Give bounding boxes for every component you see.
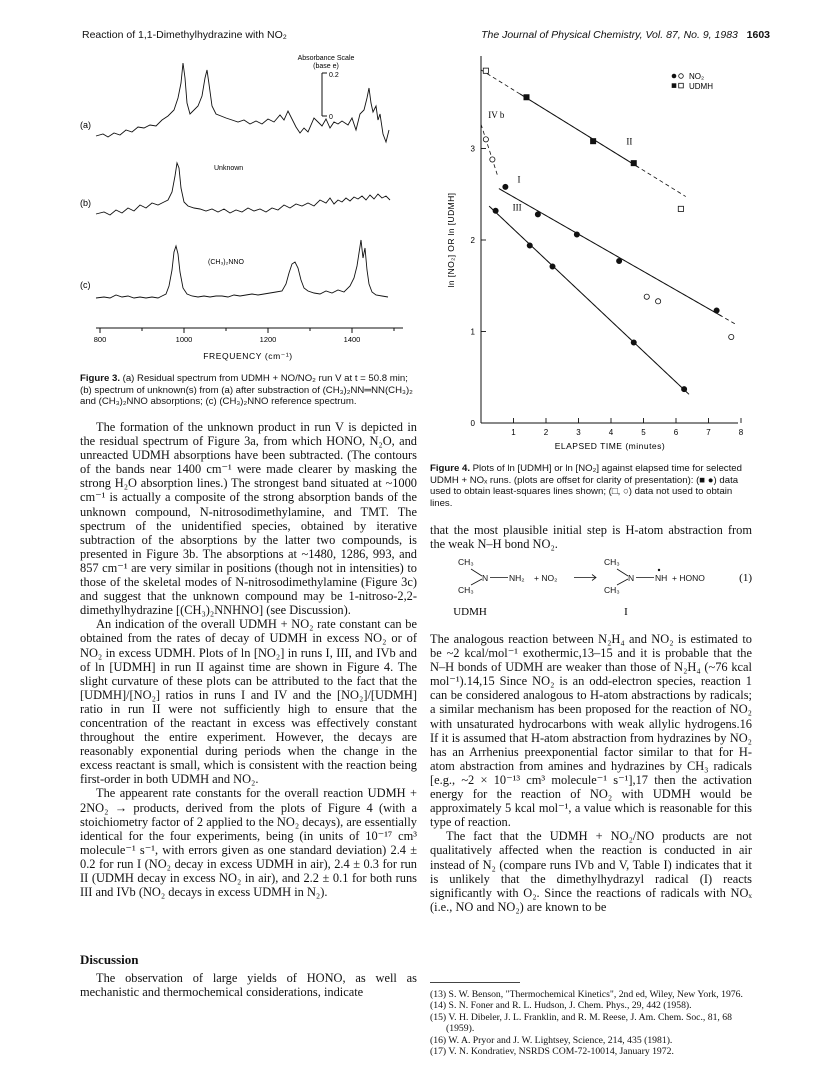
frequency-axis-label: FREQUENCY (cm⁻¹): [203, 351, 293, 361]
reference-14: (14) S. N. Foner and R. L. Hudson, J. Chem. Phys., 29, 442 (1958).: [430, 1000, 692, 1012]
right-column-top: [430, 523, 752, 551]
left-paragraph-2: An indication of the overall UDMH + NO₂ rate constant can be obtained from the rates of decay of UDMH in excess NO₂ or of NO₂ in excess UDMH. Plots of ln [NO₂] in runs I, III, and IVb and of ln [UDMH] in run II against time are shown in Figure 4. The slight curvature of these plots can be attributed to the fact that the [UDMH]/[NO₂] ratios in runs I and IV and the [NO₂]/[UDMH] ratio in run II were not sufficiently high to ensure that the concentration of the reactant in excess was effectively constant throughout the entire experiment. However, the decays are reasonably exponential during periods when the change in the excess reactant is small, which is consistent with the reaction being first-order in both UDMH and NO₂.: [80, 617, 417, 787]
run-labels: [488, 110, 632, 213]
section-heading-discussion: Discussion: [80, 952, 139, 967]
spectrum-trace-c: [96, 240, 388, 298]
data-points: [483, 68, 734, 392]
left-paragraph-4: The observation of large yields of HONO, as well as mechanistic and thermochemical considerations, indicate: [80, 971, 417, 1000]
udmh-point-used: [591, 139, 596, 144]
x-tick-label: 4: [608, 428, 614, 437]
right-column-bottom: [430, 632, 752, 914]
equation-number: (1): [739, 572, 752, 584]
legend-udmh-used-marker: [672, 83, 677, 88]
no2-point-unused: [644, 294, 649, 299]
fit-lines: [481, 70, 736, 394]
radical-dot: [658, 569, 660, 571]
no2-point-unused: [656, 299, 661, 304]
legend-udmh: UDMH: [689, 82, 713, 91]
scheme-n-left: N: [482, 573, 489, 583]
axis-ticks: [471, 145, 744, 438]
reference-16: (16) W. A. Pryor and J. W. Lightsey, Science, 214, 435 (1981).: [430, 1034, 673, 1046]
dashed-extension-run-0: [481, 70, 686, 197]
run-label: IV b: [488, 109, 505, 120]
no2-point-used: [682, 387, 687, 392]
y-tick-label: 3: [470, 144, 475, 154]
no2-point-used: [503, 184, 508, 189]
udmh-point-unused: [678, 206, 683, 211]
left-column: [80, 420, 417, 899]
scheme-ch3-upper-left: CH₃: [458, 557, 474, 567]
running-head-right: [481, 29, 770, 41]
right-paragraph-1: that the most plausible initial step is H-atom abstraction from the weak N–H bond NO₂.: [430, 523, 752, 552]
running-head-left: Reaction of 1,1-Dimethylhydrazine with NO₂: [82, 29, 287, 41]
spectrum-trace-a: [96, 63, 389, 142]
reference-17: (17) V. N. Kondratiev, NSRDS COM-72-10014, January 1972.: [430, 1046, 674, 1058]
no2-point-used: [527, 243, 532, 248]
freq-tick-1200: 1200: [259, 335, 277, 344]
scheme-n-right: N: [628, 573, 635, 583]
right-paragraph-2: The analogous reaction between N₂H₄ and NO₂ is estimated to be ~2 kcal/mol⁻¹ exothermic,13–15 and it is probable that the N–H bonds of UDMH are weaker than those of N₂H₄ (~76 kcal mol⁻¹).14,15 Since NO₂ is an odd-electron species, reaction 1 can be considered analogous to H-atom abstractions by radicals; a similar mechanism has been proposed for the reaction of NO₂ with unsaturated hydrocarbons with weak allylic hydrogens.16 If it is assumed that H-atom abstraction from hydrazines by NO₂ has an Arrhenius preexponential factor similar to that for H-atom abstraction from amines and hydrazines by CH₃ radicals [e.g., ~2 × 10⁻¹³ cm³ molecule⁻¹ s⁻¹],17 then the activation energy for the reaction of NO₂ with UDMH would be approximately 5 kcal mol⁻¹, a value which is reasonable for this type of reaction.: [430, 632, 752, 830]
figure-3-spectra: [78, 48, 423, 370]
no2-point-used: [631, 340, 636, 345]
left-paragraph-3: The appearent rate constants for the overall reaction UDMH + 2NO₂ → products, derived from the plots of Figure 4 (with a stoichiometry factor of 2 applied to the NO₂ decays), are essentially identical for the four experiments, being (in units of 10⁻¹⁷ cm³ molecule⁻¹ s⁻¹, with errors given as one standard deviation) 2.4 ± 0.2 for run I (NO₂ decay in excess UDMH in air), 2.4 ± 0.3 for run II (UDMH decay in excess NO₂ in air), and 2.2 ± 0.1 for both runs III and IVb (NO₂ decays in excess UDMH in N₂).: [80, 786, 417, 900]
page-number: 1603: [746, 29, 770, 41]
figure-4-caption-label: Figure 4.: [430, 463, 470, 474]
scheme-ch3-lower-right: CH₃: [604, 585, 620, 595]
scheme-label-udmh: UDMH: [453, 606, 487, 618]
figure-3-caption-label: Figure 3.: [80, 373, 120, 384]
dashed-extension-run-1: [481, 124, 497, 174]
scheme-nh2: NH₂: [509, 573, 525, 583]
no2-point-used: [574, 232, 579, 237]
legend-no2-unused-marker: [679, 74, 684, 79]
no2-point-unused: [483, 137, 488, 142]
y-axis-label: ln [NO₂] OR ln [UDMH]: [446, 192, 456, 288]
scheme-label-radical: I: [624, 606, 628, 618]
left-paragraph-1: The formation of the unknown product in run V is depicted in the residual spectrum of Figure 3a, from which HONO, N₂O, and unreacted UDMH absorptions have been subtracted. (The contours of the bands near 1400 cm⁻¹ were made clearer by masking the strong H₂O absorption lines.) The strongest band situated at ~1000 cm⁻¹ is actually a composite of the strong absorption bands of the unknown compound, N-nitrosodimethylamine, and TMT. The spectrum of the unidentified species, obtained by iterative subtraction of the absorptions by the latter two compounds, is presented in Figure 3b. The absorptions at ~1480, 1286, 993, and 857 cm⁻¹ are very similar in positions (though not in intensities) to those of the skeletal modes of N-nitrosodimethylamine (Figure 3c) and suggest that the unknown compound may be 1-nitroso-2,2-dimethylhydrazine [(CH₃)₂NNHNO] (see Discussion).: [80, 420, 417, 618]
scheme-nh-radical: NH: [655, 573, 668, 583]
scheme-ch3-lower-left: CH₃: [458, 585, 474, 595]
udmh-point-unused: [483, 68, 488, 73]
x-tick-label: 8: [738, 428, 744, 437]
udmh-point-used: [524, 95, 529, 100]
run-label: II: [626, 136, 633, 147]
scale-base: (base e): [313, 63, 339, 70]
x-tick-label: 1: [511, 428, 516, 437]
no2-point-used: [714, 308, 719, 313]
y-tick-label: 0: [470, 419, 475, 428]
journal-citation: The Journal of Physical Chemistry, Vol. 87, No. 9, 1983: [481, 29, 738, 41]
run-label: III: [512, 202, 522, 213]
scale-title: Absorbance Scale: [297, 55, 355, 62]
figure-4-chart: [438, 48, 748, 458]
scheme-plus-hono: + HONO: [672, 573, 705, 583]
x-tick-label: 6: [673, 428, 679, 437]
reaction-scheme-1: [430, 555, 752, 623]
no2-point-used: [535, 212, 540, 217]
annotation-nitrosamine: (CH₃)₂NNO: [208, 259, 244, 266]
x-axis-label: ELAPSED TIME (minutes): [554, 441, 666, 451]
figure-4-caption-text: Plots of ln [UDMH] or ln [NO₂] against elapsed time for selected UDMH + NOₓ runs. (plots are offset for clarity of presentation): (■ ●) data used to obtain least-squares lines shown; (□, ○) data not used to obtain lines.: [430, 463, 742, 509]
freq-tick-1400: 1400: [343, 335, 361, 344]
x-tick-label: 2: [543, 428, 549, 437]
x-tick-label: 7: [706, 428, 711, 437]
freq-tick-1000: 1000: [175, 335, 193, 344]
scheme-ch3-upper-right: CH₃: [604, 557, 620, 567]
y-tick-label: 2: [470, 236, 475, 245]
legend-udmh-unused-marker: [679, 83, 684, 88]
scheme-plus-no2: + NO₂: [534, 573, 558, 583]
udmh-point-used: [631, 161, 636, 166]
no2-point-used: [617, 258, 622, 263]
left-column-end: [80, 971, 417, 999]
right-paragraph-3: The fact that the UDMH + NO₂/NO products are not qualitatively affected when the reaction is conducted in air instead of N₂ (compare runs IVb and V, Table I) indicates that it is unlikely that the dimethylhydrazyl radical (I) reacts significantly with O₂. Since the reactions of radicals with NOₓ (i.e., NO and NO₂) are known to be: [430, 829, 752, 914]
legend-no2: NO₂: [689, 72, 705, 81]
y-tick-label: 1: [470, 327, 475, 337]
figure-3-caption: [80, 373, 418, 408]
freq-tick-800: 800: [93, 335, 107, 344]
figure-3-caption-text: (a) Residual spectrum from UDMH + NO/NO₂ run V at t = 50.8 min; (b) spectrum of unknown(s) from (a) after substraction of (CH₃)₂NN═NN(CH₃)₂ and (CH₃)₂NNO absorptions; (c) (CH₃)₂NNO reference spectrum.: [80, 373, 413, 408]
label-trace-c: (c): [80, 280, 91, 290]
scale-top: 0.2: [329, 72, 339, 79]
reference-15: (15) V. H. Dibeler, J. L. Franklin, and R. M. Reese, J. Am. Chem. Soc., 81, 68 (1959).: [430, 1011, 732, 1035]
footnote-rule: [430, 982, 520, 983]
no2-point-used: [493, 208, 498, 213]
legend: [672, 72, 714, 91]
figure-4-caption: [430, 463, 752, 509]
x-tick-label: 5: [641, 428, 646, 437]
x-tick-label: 3: [576, 428, 581, 437]
legend-no2-used-marker: [672, 74, 677, 79]
no2-point-unused: [490, 157, 495, 162]
plot-frame: [481, 56, 738, 423]
references: [430, 989, 752, 1057]
reference-13: (13) S. W. Benson, "Thermochemical Kinetics", 2nd ed, Wiley, New York, 1976.: [430, 989, 743, 1000]
annotation-unknown: Unknown: [214, 165, 244, 172]
label-trace-b: (b): [80, 198, 91, 208]
run-label: I: [517, 174, 521, 185]
no2-point-unused: [729, 334, 734, 339]
scale-bottom: 0: [329, 114, 333, 121]
no2-point-used: [550, 264, 555, 269]
label-trace-a: (a): [80, 120, 91, 130]
